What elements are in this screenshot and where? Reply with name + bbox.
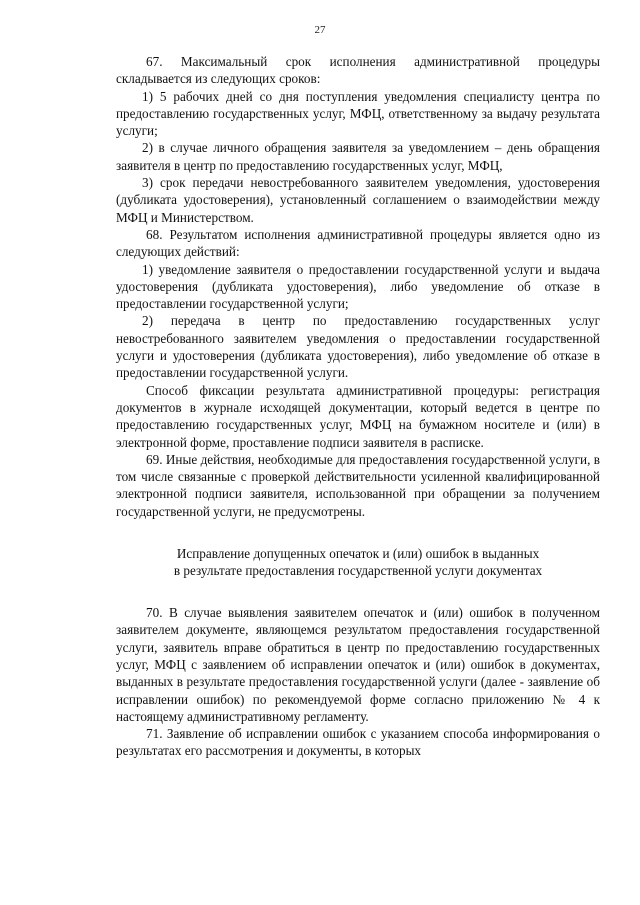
- paragraph-67: 67. Максимальный срок исполнения административной процедуры складывается из следующих сроков:: [116, 54, 600, 87]
- section-heading-line-1: Исправление допущенных опечаток и (или) ошибок в выданных: [176, 546, 540, 562]
- page-number: 27: [314, 24, 326, 36]
- paragraph-68-fixation-method: Способ фиксации результата административной процедуры: регистрация документов в журнале исходящей документации, который ведется в центре по предоставлению государственных услуг, МФЦ на бумажном носителе и (или) в электронной форме, проставление подписи заявителя в расписке.: [116, 382, 600, 450]
- paragraph-67-item-2: 2) в случае личного обращения заявителя за уведомлением – день обращения заявителя в центр по предоставлению государственных услуг, МФЦ,: [116, 140, 600, 173]
- paragraph-68-item-1: 1) уведомление заявителя о предоставлении государственной услуги и выдача удостоверения (дубликата удостоверения), либо уведомление об отказе в предоставлении государственной услуги;: [116, 261, 600, 312]
- paragraph-67-item-3: 3) срок передачи невостребованного заявителем уведомления, удостоверения (дубликата удостоверения), установленный соглашением о взаимодействии между МФЦ и Министерством.: [116, 175, 600, 225]
- section-heading: [116, 545, 600, 579]
- document-body: [116, 53, 600, 760]
- paragraph-68-item-2: 2) передача в центр по предоставлению государственных услуг невостребованного заявителем уведомления о предоставлении государственной услуги и удостоверения (дубликата удостоверения), либо уведомление об отказе в предоставлении государственной услуги.: [116, 313, 600, 381]
- paragraph-71: 71. Заявление об исправлении ошибок с указанием способа информирования о результатах его рассмотрения и документы, в которых: [116, 726, 600, 759]
- paragraph-69: 69. Иные действия, необходимые для предоставления государственной услуги, в том числе связанные с проверкой действительности усиленной квалифицированной электронной подписи заявителя, использованной при обращении за получением государственной услуги, не предусмотрены.: [116, 451, 600, 519]
- paragraph-70: 70. В случае выявления заявителем опечаток и (или) ошибок в полученном заявителем документе, являющемся результатом предоставления государственной услуги, заявитель вправе обратиться в центр по предоставлению государственных услуг, МФЦ с заявлением об исправлении опечаток и (или) ошибок в документах, выданных в результате предоставления государственной услуги (далее - заявление об исправлении ошибок) по рекомендуемой форме согласно приложению № 4 к настоящему административному регламенту.: [116, 605, 600, 724]
- paragraph-67-item-1: 1) 5 рабочих дней со дня поступления уведомления специалисту центра по предоставлению государственных услуг, МФЦ, ответственному за выдачу результата услуги;: [116, 88, 600, 139]
- paragraph-68: 68. Результатом исполнения административной процедуры является одно из следующих действий:: [116, 226, 600, 260]
- section-heading-line-2: в результате предоставления государственной услуги документах: [173, 563, 543, 579]
